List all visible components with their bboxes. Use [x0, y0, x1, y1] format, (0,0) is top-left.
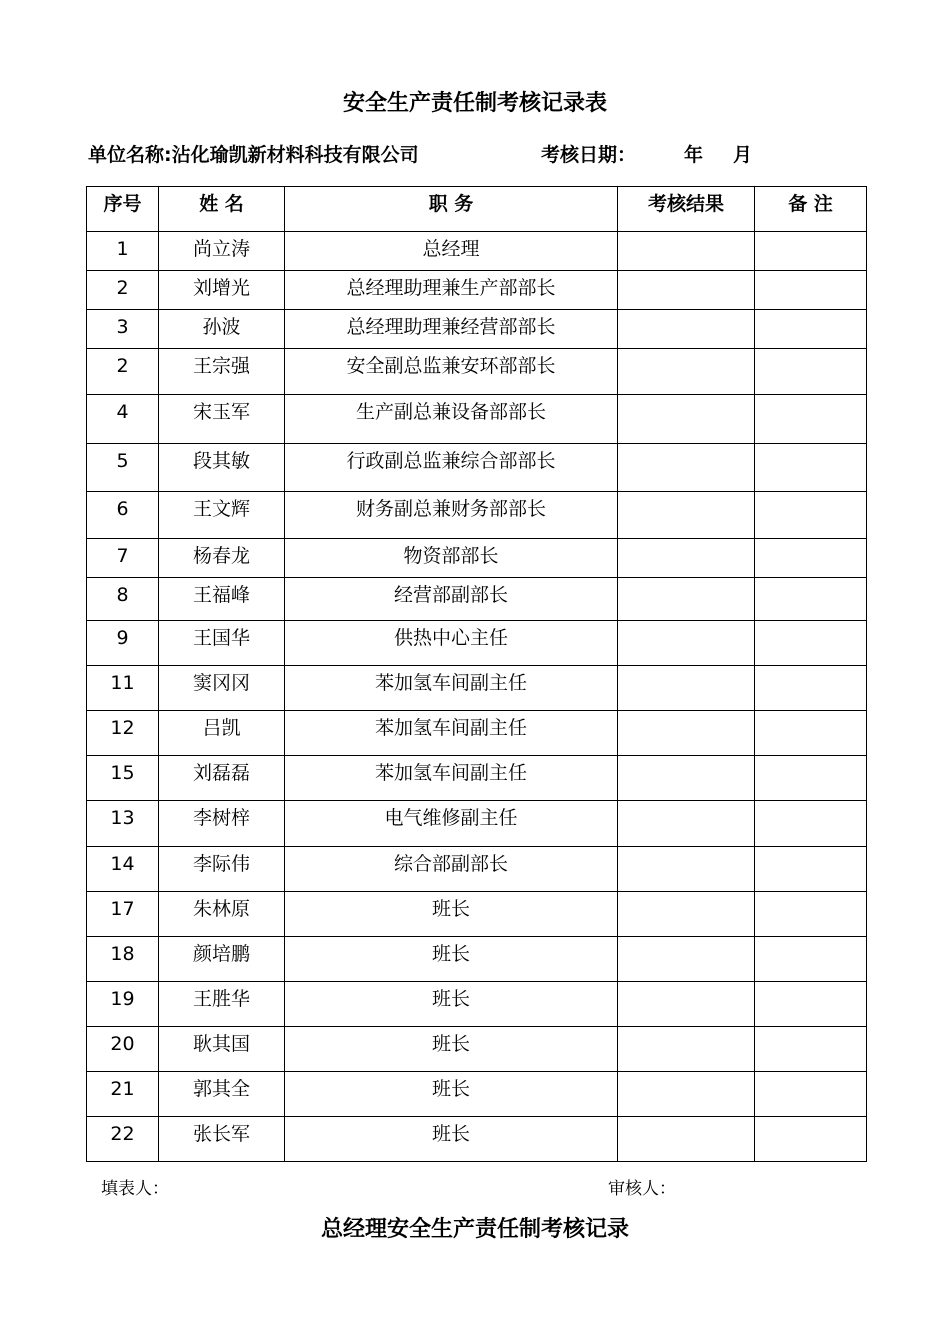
table-row: [87, 756, 867, 801]
cell-post: 苯加氢车间副主任: [285, 756, 618, 801]
cell-name: 王福峰: [159, 578, 285, 621]
cell-post: 综合部副部长: [285, 847, 618, 892]
cell-result: [618, 1117, 755, 1162]
table-row: [87, 1072, 867, 1117]
table-row: [87, 1117, 867, 1162]
cell-result: [618, 578, 755, 621]
cell-post: 供热中心主任: [285, 621, 618, 666]
cell-post: 苯加氢车间副主任: [285, 711, 618, 756]
cell-result: [618, 621, 755, 666]
cell-no: 17: [87, 892, 159, 937]
year-label: 年: [684, 144, 704, 166]
cell-name: 李际伟: [159, 847, 285, 892]
cell-no: 12: [87, 711, 159, 756]
cell-post: 总经理: [285, 232, 618, 271]
cell-post: 苯加氢车间副主任: [285, 666, 618, 711]
cell-no: 7: [87, 539, 159, 578]
cell-result: [618, 756, 755, 801]
cell-post: 行政副总监兼综合部部长: [285, 444, 618, 492]
cell-remark: [755, 937, 867, 982]
cell-name: 王胜华: [159, 982, 285, 1027]
cell-name: 孙波: [159, 310, 285, 349]
cell-name: 李树梓: [159, 801, 285, 847]
cell-remark: [755, 232, 867, 271]
table-row: [87, 578, 867, 621]
cell-result: [618, 395, 755, 444]
cell-result: [618, 982, 755, 1027]
cell-result: [618, 539, 755, 578]
cell-remark: [755, 801, 867, 847]
table-row: [87, 232, 867, 271]
cell-name: 杨春龙: [159, 539, 285, 578]
cell-post: 财务副总兼财务部部长: [285, 492, 618, 539]
cell-remark: [755, 539, 867, 578]
cell-result: [618, 310, 755, 349]
filled-by-label: 填表人：: [101, 1179, 169, 1199]
table-row: [87, 847, 867, 892]
cell-post: 安全副总监兼安环部部长: [285, 349, 618, 395]
cell-name: 王国华: [159, 621, 285, 666]
cell-result: [618, 271, 755, 310]
cell-result: [618, 711, 755, 756]
cell-post: 班长: [285, 1117, 618, 1162]
cell-no: 20: [87, 1027, 159, 1072]
cell-name: 朱林原: [159, 892, 285, 937]
cell-remark: [755, 847, 867, 892]
assessment-table: [86, 186, 867, 1162]
reviewed-by-label: 审核人：: [608, 1179, 676, 1199]
header-remark: 备 注: [755, 187, 867, 232]
cell-no: 18: [87, 937, 159, 982]
cell-name: 张长军: [159, 1117, 285, 1162]
cell-name: 宋玉军: [159, 395, 285, 444]
cell-post: 总经理助理兼经营部部长: [285, 310, 618, 349]
cell-remark: [755, 1027, 867, 1072]
cell-remark: [755, 310, 867, 349]
cell-remark: [755, 492, 867, 539]
cell-result: [618, 232, 755, 271]
cell-remark: [755, 666, 867, 711]
cell-post: 班长: [285, 1027, 618, 1072]
exam-date-label: 考核日期：: [541, 144, 637, 166]
table-row: [87, 1027, 867, 1072]
cell-no: 2: [87, 271, 159, 310]
cell-name: 尚立涛: [159, 232, 285, 271]
header-name: 姓 名: [159, 187, 285, 232]
cell-remark: [755, 711, 867, 756]
cell-no: 2: [87, 349, 159, 395]
cell-name: 段其敏: [159, 444, 285, 492]
cell-remark: [755, 1072, 867, 1117]
cell-no: 13: [87, 801, 159, 847]
table-row: [87, 310, 867, 349]
cell-post: 总经理助理兼生产部部长: [285, 271, 618, 310]
table-row: [87, 982, 867, 1027]
cell-no: 4: [87, 395, 159, 444]
cell-post: 班长: [285, 982, 618, 1027]
cell-name: 窦冈冈: [159, 666, 285, 711]
cell-remark: [755, 1117, 867, 1162]
cell-remark: [755, 271, 867, 310]
cell-remark: [755, 395, 867, 444]
cell-result: [618, 892, 755, 937]
cell-result: [618, 492, 755, 539]
table-row: [87, 892, 867, 937]
cell-post: 生产副总兼设备部部长: [285, 395, 618, 444]
header-post: 职 务: [285, 187, 618, 232]
cell-no: 15: [87, 756, 159, 801]
cell-post: 班长: [285, 1072, 618, 1117]
exam-date: [541, 140, 752, 167]
cell-remark: [755, 982, 867, 1027]
cell-remark: [755, 578, 867, 621]
table-row: [87, 395, 867, 444]
cell-no: 1: [87, 232, 159, 271]
cell-result: [618, 1072, 755, 1117]
page-title: 安全生产责任制考核记录表: [342, 91, 607, 116]
month-label: 月: [733, 144, 753, 166]
cell-name: 刘磊磊: [159, 756, 285, 801]
table-header-row: [87, 187, 867, 232]
cell-remark: [755, 756, 867, 801]
header-no: 序号: [87, 187, 159, 232]
cell-no: 22: [87, 1117, 159, 1162]
table-row: [87, 539, 867, 578]
cell-result: [618, 801, 755, 847]
cell-name: 王文辉: [159, 492, 285, 539]
cell-post: 班长: [285, 937, 618, 982]
cell-post: 班长: [285, 892, 618, 937]
cell-result: [618, 666, 755, 711]
table-row: [87, 937, 867, 982]
cell-name: 吕凯: [159, 711, 285, 756]
cell-post: 物资部部长: [285, 539, 618, 578]
cell-name: 刘增光: [159, 271, 285, 310]
cell-no: 19: [87, 982, 159, 1027]
cell-name: 耿其国: [159, 1027, 285, 1072]
table-row: [87, 621, 867, 666]
cell-result: [618, 444, 755, 492]
cell-remark: [755, 621, 867, 666]
cell-remark: [755, 444, 867, 492]
header-result: 考核结果: [618, 187, 755, 232]
cell-result: [618, 847, 755, 892]
table-row: [87, 271, 867, 310]
cell-name: 郭其全: [159, 1072, 285, 1117]
cell-no: 8: [87, 578, 159, 621]
cell-name: 王宗强: [159, 349, 285, 395]
cell-name: 颜培鹏: [159, 937, 285, 982]
table-row: [87, 492, 867, 539]
table-row: [87, 666, 867, 711]
cell-remark: [755, 892, 867, 937]
cell-no: 21: [87, 1072, 159, 1117]
table-row: [87, 444, 867, 492]
cell-post: 电气维修副主任: [285, 801, 618, 847]
cell-post: 经营部副部长: [285, 578, 618, 621]
cell-result: [618, 349, 755, 395]
cell-no: 14: [87, 847, 159, 892]
unit-name: 单位名称:沾化瑜凯新材料科技有限公司: [88, 144, 419, 166]
table-row: [87, 801, 867, 847]
cell-no: 11: [87, 666, 159, 711]
table-row: [87, 349, 867, 395]
cell-no: 6: [87, 492, 159, 539]
table-row: [87, 711, 867, 756]
cell-remark: [755, 349, 867, 395]
cell-no: 5: [87, 444, 159, 492]
cell-no: 9: [87, 621, 159, 666]
cell-result: [618, 937, 755, 982]
cell-no: 3: [87, 310, 159, 349]
section-title: 总经理安全生产责任制考核记录: [320, 1217, 629, 1242]
cell-result: [618, 1027, 755, 1072]
